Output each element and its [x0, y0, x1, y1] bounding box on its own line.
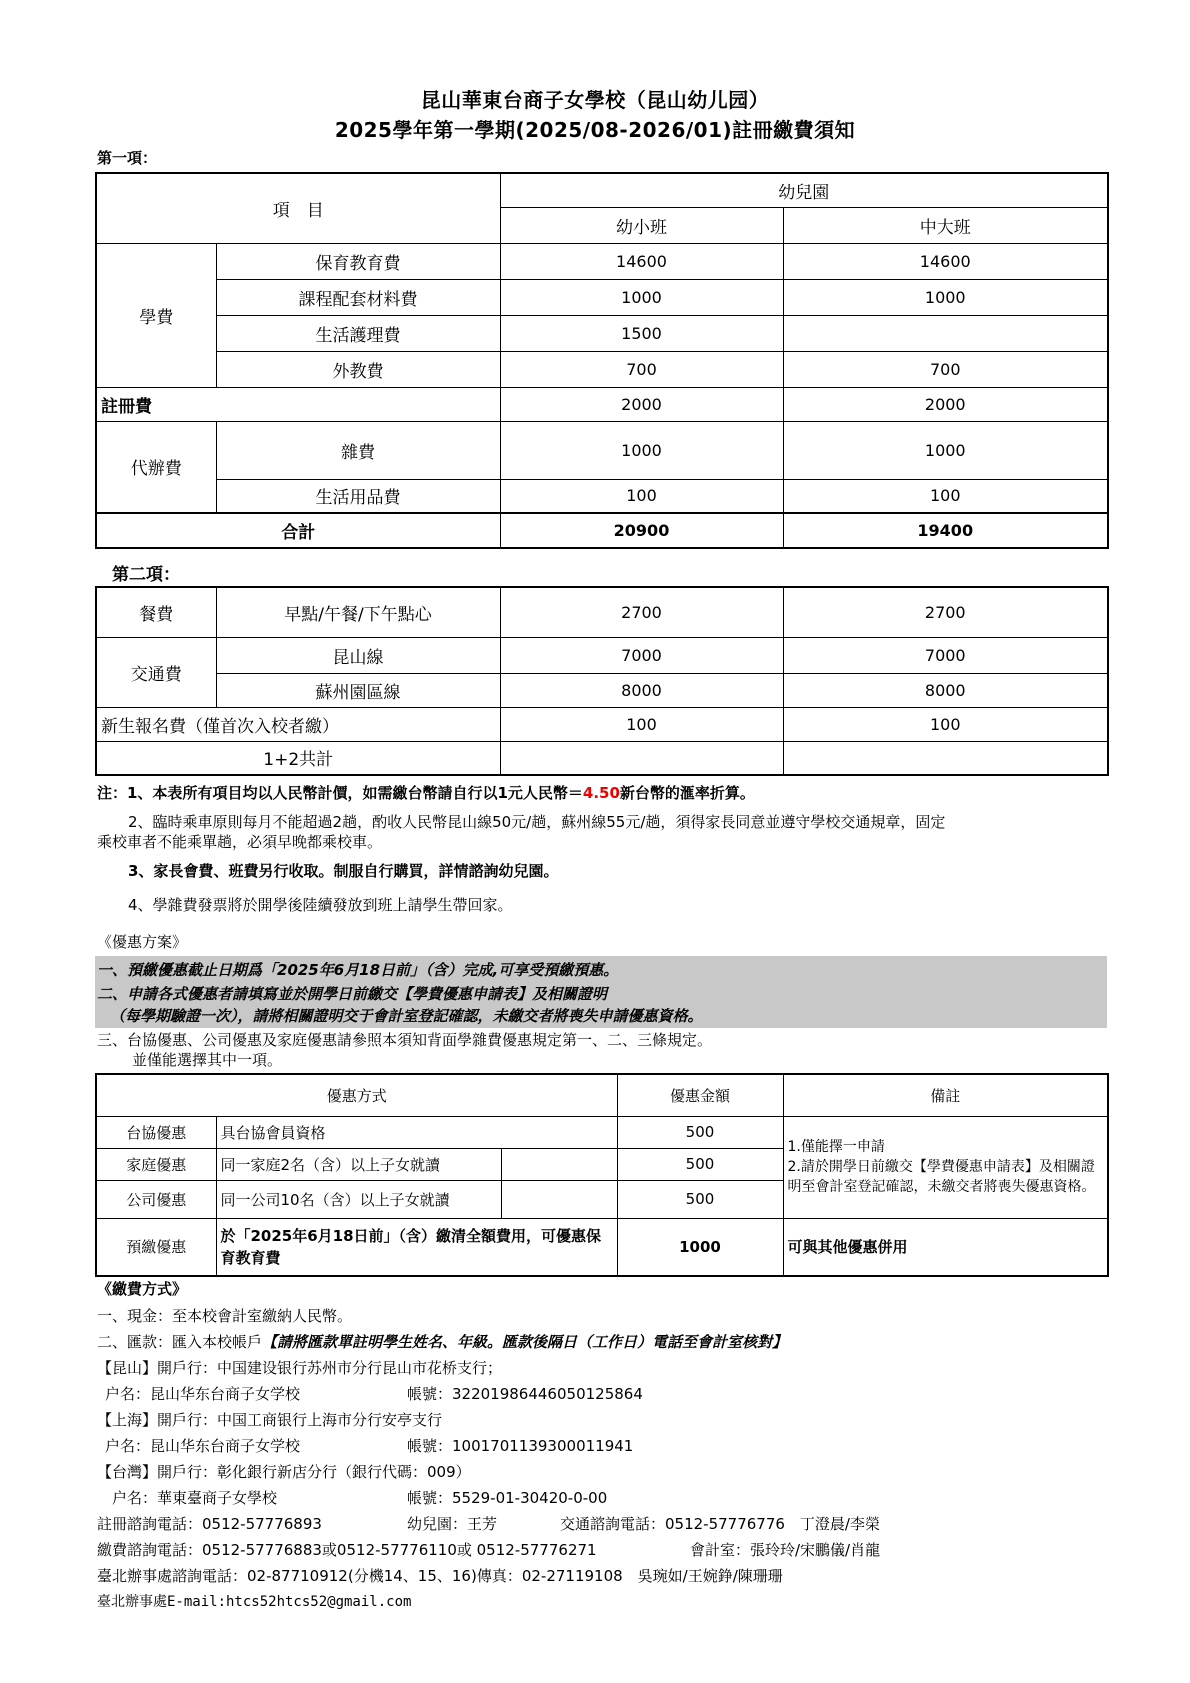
fee-big: 1000 — [783, 279, 1108, 315]
note-1 — [97, 783, 755, 803]
register-small: 2000 — [500, 387, 783, 421]
taiwan-bank: 【台灣】開戶行：彰化銀行新店分行（銀行代碼：009） — [97, 1463, 471, 1481]
fee-table-1 — [95, 172, 1109, 549]
register-big: 2000 — [783, 387, 1108, 421]
fee-big: 1000 — [783, 421, 1108, 479]
discount-condition: 同一家庭2名（含）以上子女就讀 — [216, 1148, 501, 1180]
note-2-line2: 乘校車者不能乘單趟，必須早晚都乘校車。 — [97, 833, 383, 851]
transport-fee-label: 交通費 — [96, 637, 216, 707]
exchange-rate: 4.50 — [582, 784, 620, 802]
discount-type: 家庭優惠 — [96, 1148, 216, 1180]
contact-email: 臺北辦事處E-mail:htcs52htcs52@gmail.com — [97, 1594, 412, 1610]
page-subtitle: 2025學年第一學期(2025/08-2026/01)註冊繳費須知 — [334, 118, 856, 142]
fee-small: 7000 — [500, 637, 783, 673]
kunshan-name: 户名：昆山华东台商子女学校 — [105, 1385, 301, 1403]
grand-sum-small — [500, 741, 783, 775]
section1-label: 第一項： — [97, 149, 158, 167]
total-label: 合計 — [96, 513, 500, 548]
fee-big: 14600 — [783, 243, 1108, 279]
promo-line-4: 三、台協優惠、公司優惠及家庭優惠請參照本須知背面學雜費優惠規定第一、二、三條規定。 — [97, 1031, 713, 1049]
discount-type: 公司優惠 — [96, 1180, 216, 1218]
taiwan-account: 帳號：5529-01-30420-0-00 — [407, 1489, 608, 1507]
contact-register: 註冊諮詢電話：0512-57776893 — [97, 1515, 322, 1533]
tuition-label: 學費 — [96, 243, 216, 387]
kunshan-bank: 【昆山】開戶行：中国建设银行苏州市分行昆山市花桥支行； — [97, 1359, 503, 1377]
fee-big: 100 — [783, 479, 1108, 513]
remit-note: 【請將匯款單註明學生姓名、年級。匯款後隔日（工作日）電話至會計室核對】 — [262, 1333, 788, 1351]
payment-heading: 《繳費方式》 — [97, 1280, 188, 1298]
contact-accounting: 會計室：張玲玲/宋鵬儀/肖龍 — [690, 1541, 881, 1559]
page-title: 昆山華東台商子女學校（昆山幼儿园） — [420, 88, 770, 112]
total-big: 19400 — [783, 513, 1108, 548]
shanghai-bank: 【上海】開戶行：中国工商银行上海市分行安亭支行 — [97, 1411, 443, 1429]
fee-name: 蘇州園區線 — [216, 673, 500, 707]
col-big-header: 中大班 — [783, 207, 1108, 243]
promo-line-3: （每學期驗證一次），請將相關證明交于會計室登記確認，未繳交者將喪失申請優惠資格。 — [110, 1007, 703, 1025]
contact-taipei: 臺北辦事處諮詢電話：02-87710912(分機14、15、16)傳真：02-27119108 吳琬如/王婉錚/陳珊珊 — [97, 1567, 783, 1585]
fee-name: 保育教育費 — [216, 243, 500, 279]
note-1-suffix: 新台幣的滙率折算。 — [619, 784, 755, 802]
promo-line-2: 二、申請各式優惠者請填寫並於開學日前繳交【學費優惠申請表】及相關證明 — [97, 985, 608, 1003]
fee-big: 700 — [783, 351, 1108, 387]
prepay-amount: 1000 — [617, 1218, 783, 1276]
fee-small: 1000 — [500, 421, 783, 479]
fee-name: 昆山線 — [216, 637, 500, 673]
grand-sum-big — [783, 741, 1108, 775]
discount-method-header: 優惠方式 — [96, 1074, 617, 1116]
payment-cash: 一、現金：至本校會計室繳納人民幣。 — [97, 1307, 353, 1325]
fee-big — [783, 315, 1108, 351]
shanghai-name: 户名：昆山华东台商子女学校 — [105, 1437, 301, 1455]
fee-name: 生活護理費 — [216, 315, 500, 351]
fee-small: 14600 — [500, 243, 783, 279]
remit-text: 二、匯款：匯入本校帳戶 — [97, 1333, 263, 1351]
discount-type: 台協優惠 — [96, 1116, 216, 1148]
contact-transport: 交通諮詢電話：0512-57776776 丁澄晨/李榮 — [560, 1515, 880, 1533]
remark-2: 2.請於開學日前繳交【學費優惠申請表】及相關證明至會計室登記確認，未繳交者將喪失優惠資格。 — [787, 1159, 1096, 1195]
fee-big: 7000 — [783, 637, 1108, 673]
fee-table-2 — [95, 586, 1109, 776]
grand-sum-label: 1+2共計 — [96, 741, 500, 775]
fee-name: 雜費 — [216, 421, 500, 479]
discount-condition-blank — [501, 1148, 617, 1180]
discount-condition: 具台協會員資格 — [216, 1116, 617, 1148]
kunshan-account: 帳號：32201986446050125864 — [407, 1385, 643, 1403]
promo-line-5: 並僅能選擇其中一項。 — [132, 1051, 283, 1069]
discount-remark-header: 備註 — [783, 1074, 1108, 1116]
promo-line-1: 一、預繳優惠截止日期爲「2025年6月18日前」（含）完成,可享受預繳預惠。 — [97, 961, 619, 979]
contact-payment: 繳費諮詢電話：0512-57776883或0512-57776110或 0512-57776271 — [97, 1541, 597, 1559]
fee-small: 8000 — [500, 673, 783, 707]
taiwan-name: 户名：華東臺商子女學校 — [112, 1489, 278, 1507]
fee-name: 課程配套材料費 — [216, 279, 500, 315]
discount-amount: 500 — [617, 1148, 783, 1180]
fee-small: 1500 — [500, 315, 783, 351]
prepay-remark: 可與其他優惠併用 — [783, 1218, 1108, 1276]
fee-name: 外教費 — [216, 351, 500, 387]
fee-big: 8000 — [783, 673, 1108, 707]
fee-big: 100 — [783, 707, 1108, 741]
fee-small: 1000 — [500, 279, 783, 315]
remark-1: 1.僅能擇一申請 — [787, 1139, 885, 1155]
note-1-text: 注：1、本表所有項目均以人民幣計價，如需繳台幣請自行以1元人民幣＝ — [97, 784, 583, 802]
meal-fee-label: 餐費 — [96, 587, 216, 637]
item-header: 項 目 — [96, 173, 500, 243]
new-student-fee-label: 新生報名費（僅首次入校者繳） — [96, 707, 500, 741]
discount-amount-header: 優惠金額 — [617, 1074, 783, 1116]
discount-condition-blank — [501, 1180, 617, 1218]
contact-kindergarten: 幼兒園：王芳 — [407, 1515, 498, 1533]
note-3: 3、家長會費、班費另行收取。制服自行購買，詳情諮詢幼兒園。 — [128, 862, 559, 880]
total-small: 20900 — [500, 513, 783, 548]
discount-condition: 同一公司10名（含）以上子女就讀 — [216, 1180, 501, 1218]
fee-small: 2700 — [500, 587, 783, 637]
register-fee-label: 註冊費 — [96, 387, 500, 421]
fee-small: 100 — [500, 707, 783, 741]
payment-remit — [97, 1329, 787, 1355]
fee-big: 2700 — [783, 587, 1108, 637]
discount-amount: 500 — [617, 1116, 783, 1148]
section2-label: 第二項： — [112, 565, 180, 585]
fee-small: 100 — [500, 479, 783, 513]
col-small-header: 幼小班 — [500, 207, 783, 243]
discount-table — [95, 1073, 1109, 1277]
kindergarten-header: 幼兒園 — [500, 173, 1108, 207]
shanghai-account: 帳號：1001701139300011941 — [407, 1437, 634, 1455]
promo-heading: 《優惠方案》 — [97, 933, 188, 951]
agency-fee-label: 代辦費 — [96, 421, 216, 513]
discount-amount: 500 — [617, 1180, 783, 1218]
prepay-type: 預繳優惠 — [96, 1218, 216, 1276]
fee-small: 700 — [500, 351, 783, 387]
note-4: 4、學雜費發票將於開學後陸續發放到班上請學生帶回家。 — [128, 896, 513, 914]
fee-name: 早點/午餐/下午點心 — [216, 587, 500, 637]
prepay-condition: 於「2025年6月18日前」（含）繳清全額費用，可優惠保育教育費 — [216, 1218, 617, 1276]
note-2-line1: 2、臨時乘車原則每月不能超過2趟，酌收人民幣昆山線50元/趟，蘇州線55元/趟，須得家長同意並遵守學校交通規章，固定 — [128, 813, 946, 831]
fee-name: 生活用品費 — [216, 479, 500, 513]
discount-remark — [783, 1116, 1108, 1218]
